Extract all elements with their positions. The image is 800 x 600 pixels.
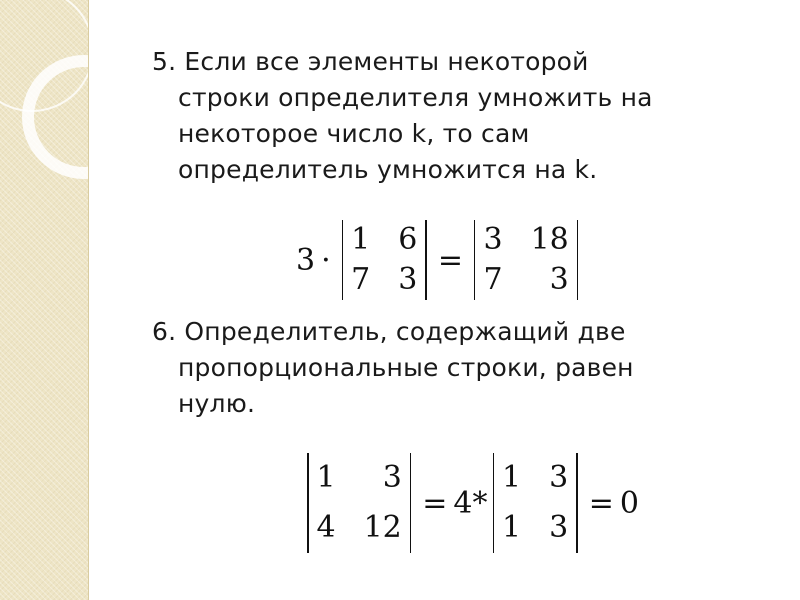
equals-sign: = <box>437 242 463 278</box>
text-line: определитель умножится на k. <box>178 155 598 184</box>
determinant-right <box>491 453 580 553</box>
matrix-cell: 3 <box>549 262 569 297</box>
determinant-bar <box>342 220 344 300</box>
matrix <box>311 453 408 553</box>
decorative-sidebar <box>0 0 88 600</box>
formula-scalar-multiplication <box>296 220 583 300</box>
matrix-cell: 3 <box>483 222 503 257</box>
determinant-bar <box>425 220 427 300</box>
determinant-left <box>340 220 429 300</box>
matrix-cell: 18 <box>530 222 569 257</box>
equals-sign: = <box>422 485 448 521</box>
matrix-cell: 4 <box>316 510 336 545</box>
property-6-text <box>152 314 634 422</box>
determinant-bar <box>577 220 579 300</box>
matrix-cell: 3 <box>549 460 569 495</box>
matrix-cell: 1 <box>502 460 522 495</box>
text-line: нулю. <box>178 389 256 418</box>
matrix-cell: 7 <box>483 262 503 297</box>
matrix <box>496 453 574 553</box>
matrix-cell: 7 <box>351 262 371 297</box>
coefficient: 3 <box>296 242 316 278</box>
determinant-bar <box>493 453 495 553</box>
determinant-bar <box>474 220 476 300</box>
text-line: строки определителя умножить на <box>178 83 653 112</box>
formula-proportional-rows <box>302 454 639 552</box>
text-line: 5. Если все элементы некоторой <box>152 47 589 76</box>
matrix-cell: 3 <box>382 460 402 495</box>
matrix <box>477 220 574 300</box>
matrix-cell: 1 <box>351 222 371 257</box>
matrix-cell: 3 <box>549 510 569 545</box>
text-line: пропорциональные строки, равен <box>178 353 634 382</box>
matrix <box>345 220 423 300</box>
multiply-star: * <box>472 485 488 521</box>
matrix-cell: 6 <box>398 222 418 257</box>
matrix-cell: 1 <box>316 460 336 495</box>
equals-sign: = <box>588 485 614 521</box>
sidebar-divider <box>88 0 89 600</box>
matrix-cell: 12 <box>363 510 402 545</box>
matrix-cell: 1 <box>502 510 522 545</box>
determinant-bar <box>576 453 578 553</box>
result-value: 0 <box>619 485 639 521</box>
text-line: некоторое число k, то сам <box>178 119 530 148</box>
matrix-cell: 3 <box>398 262 418 297</box>
determinant-right <box>472 220 580 300</box>
determinant-bar <box>410 453 412 553</box>
text-line: 6. Определитель, содержащий две <box>152 317 626 346</box>
property-5-text <box>152 44 653 188</box>
coefficient: 4 <box>453 485 473 521</box>
multiply-dot: · <box>321 242 331 278</box>
determinant-left <box>305 453 413 553</box>
determinant-bar <box>307 453 309 553</box>
